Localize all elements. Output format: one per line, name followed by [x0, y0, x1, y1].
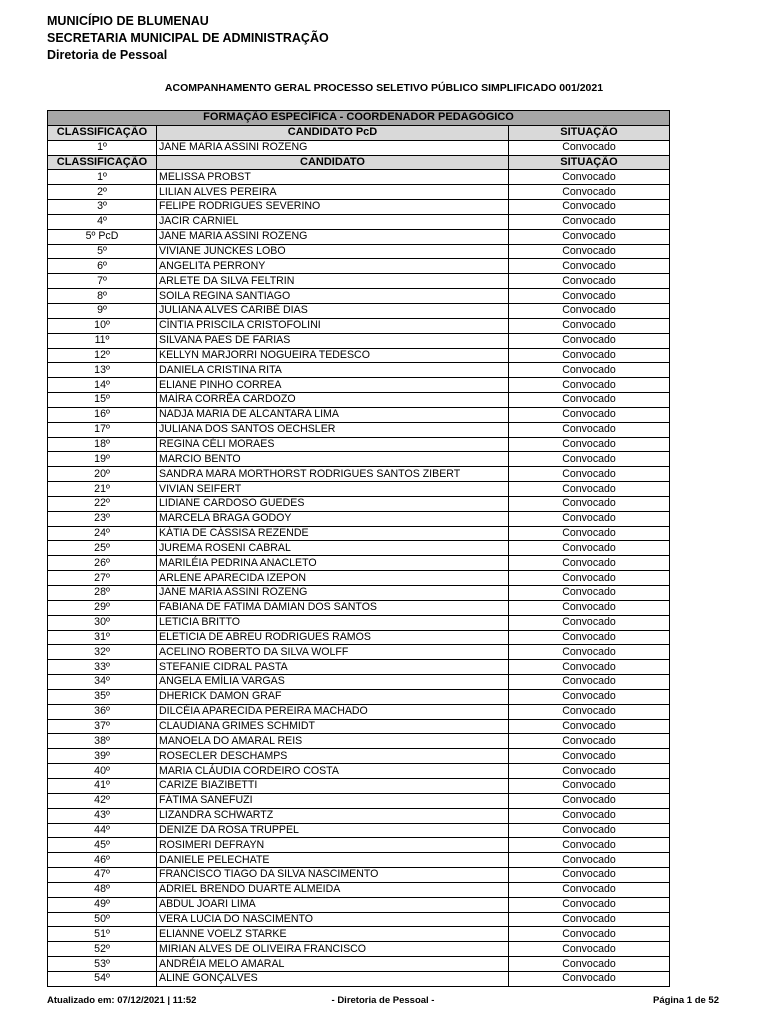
status-cell: Convocado	[509, 318, 670, 333]
status-cell: Convocado	[509, 971, 670, 986]
candidate-cell: CÍNTIA PRISCILA CRISTOFOLINI	[157, 318, 509, 333]
classification-cell: 25º	[48, 541, 157, 556]
classification-cell: 53º	[48, 957, 157, 972]
status-cell: Convocado	[509, 511, 670, 526]
classification-cell: 12º	[48, 348, 157, 363]
table-row	[48, 259, 670, 274]
classification-cell: 24º	[48, 526, 157, 541]
candidate-cell: FABIANA DE FATIMA DAMIAN DOS SANTOS	[157, 600, 509, 615]
status-cell: Convocado	[509, 229, 670, 244]
status-cell: Convocado	[509, 838, 670, 853]
candidate-cell: DANIELE PELECHATE	[157, 853, 509, 868]
table-row	[48, 838, 670, 853]
header-classification: CLASSIFICAÇÃO	[48, 155, 157, 170]
status-cell: Convocado	[509, 808, 670, 823]
candidate-cell: VERA LUCIA DO NASCIMENTO	[157, 912, 509, 927]
document-header	[47, 13, 329, 64]
status-cell: Convocado	[509, 482, 670, 497]
status-cell: Convocado	[509, 541, 670, 556]
candidate-cell: ROSIMERI DEFRAYN	[157, 838, 509, 853]
status-cell: Convocado	[509, 526, 670, 541]
table-row	[48, 556, 670, 571]
main-header-row	[48, 155, 670, 170]
status-cell: Convocado	[509, 823, 670, 838]
municipality-name: MUNICÍPIO DE BLUMENAU	[47, 14, 209, 28]
table-row	[48, 303, 670, 318]
candidate-cell: STEFANIE CIDRAL PASTA	[157, 660, 509, 675]
classification-cell: 18º	[48, 437, 157, 452]
table-row	[48, 675, 670, 690]
table-row	[48, 927, 670, 942]
status-cell: Convocado	[509, 303, 670, 318]
classification-cell: 9º	[48, 303, 157, 318]
candidate-cell: DANIELA CRISTINA RITA	[157, 363, 509, 378]
table-row	[48, 274, 670, 289]
status-cell: Convocado	[509, 496, 670, 511]
table-row	[48, 957, 670, 972]
classification-cell: 43º	[48, 808, 157, 823]
classification-cell: 30º	[48, 615, 157, 630]
classification-cell: 33º	[48, 660, 157, 675]
classification-cell: 54º	[48, 971, 157, 986]
classification-cell: 51º	[48, 927, 157, 942]
candidate-cell: CARIZE BIAZIBETTI	[157, 778, 509, 793]
classification-cell: 46º	[48, 853, 157, 868]
department-name: Diretoria de Pessoal	[47, 48, 168, 62]
status-cell: Convocado	[509, 853, 670, 868]
results-table	[47, 110, 670, 987]
table-row	[48, 704, 670, 719]
footer-department: - Diretoria de Pessoal -	[331, 995, 435, 1006]
classification-cell: 17º	[48, 422, 157, 437]
candidate-cell: MARIA CLÁUDIA CORDEIRO COSTA	[157, 764, 509, 779]
status-cell: Convocado	[509, 556, 670, 571]
candidate-cell: VIVIANE JUNCKES LOBO	[157, 244, 509, 259]
candidate-cell: JACIR CARNIEL	[157, 214, 509, 229]
classification-cell: 40º	[48, 764, 157, 779]
table-row	[48, 496, 670, 511]
classification-cell: 15º	[48, 393, 157, 408]
classification-cell: 50º	[48, 912, 157, 927]
table-banner-row	[48, 111, 670, 126]
results-table-body	[48, 111, 670, 987]
table-row	[48, 734, 670, 749]
table-row	[48, 244, 670, 259]
classification-cell: 44º	[48, 823, 157, 838]
classification-cell: 13º	[48, 363, 157, 378]
classification-cell: 20º	[48, 467, 157, 482]
candidate-cell: KELLYN MARJORRI NOGUEIRA TEDESCO	[157, 348, 509, 363]
classification-cell: 14º	[48, 378, 157, 393]
status-cell: Convocado	[509, 630, 670, 645]
table-row	[48, 378, 670, 393]
status-cell: Convocado	[509, 244, 670, 259]
candidate-cell: ANGELITA PERRONY	[157, 259, 509, 274]
table-row	[48, 897, 670, 912]
status-cell: Convocado	[509, 393, 670, 408]
candidate-cell: LILIAN ALVES PEREIRA	[157, 185, 509, 200]
table-row	[48, 185, 670, 200]
status-cell: Convocado	[509, 957, 670, 972]
candidate-cell: REGINA CÉLI MORAES	[157, 437, 509, 452]
candidate-cell: JULIANA ALVES CARIBÉ DIAS	[157, 303, 509, 318]
status-cell: Convocado	[509, 793, 670, 808]
status-cell: Convocado	[509, 734, 670, 749]
candidate-cell: MELISSA PROBST	[157, 170, 509, 185]
table-row	[48, 363, 670, 378]
table-row	[48, 333, 670, 348]
status-cell: Convocado	[509, 660, 670, 675]
classification-cell: 6º	[48, 259, 157, 274]
status-cell: Convocado	[509, 927, 670, 942]
header-status: SITUAÇÃO	[509, 155, 670, 170]
candidate-cell: JUREMA ROSENI CABRAL	[157, 541, 509, 556]
page-number: Página 1 de 52	[652, 995, 719, 1006]
classification-cell: 19º	[48, 452, 157, 467]
table-row	[48, 170, 670, 185]
classification-cell: 48º	[48, 882, 157, 897]
candidate-cell: MARCELA BRAGA GODOY	[157, 511, 509, 526]
classification-cell: 32º	[48, 645, 157, 660]
table-row	[48, 778, 670, 793]
table-row	[48, 407, 670, 422]
pcd-classification-cell: 1º	[48, 140, 157, 155]
table-row	[48, 912, 670, 927]
status-cell: Convocado	[509, 467, 670, 482]
classification-cell: 10º	[48, 318, 157, 333]
table-banner: FORMAÇÃO ESPECÍFICA - COORDENADOR PEDAGÓGICO	[48, 111, 670, 126]
classification-cell: 11º	[48, 333, 157, 348]
classification-cell: 35º	[48, 689, 157, 704]
candidate-cell: MARCIO BENTO	[157, 452, 509, 467]
table-row	[48, 615, 670, 630]
candidate-cell: ELIANE PINHO CORREA	[157, 378, 509, 393]
candidate-cell: LIZANDRA SCHWARTZ	[157, 808, 509, 823]
table-row	[48, 289, 670, 304]
candidate-cell: DHERICK DAMON GRAF	[157, 689, 509, 704]
table-row	[48, 229, 670, 244]
candidate-cell: FRANCISCO TIAGO DA SILVA NASCIMENTO	[157, 868, 509, 883]
table-row	[48, 971, 670, 986]
status-cell: Convocado	[509, 185, 670, 200]
table-row	[48, 942, 670, 957]
candidate-cell: CLAUDIANA GRIMES SCHMIDT	[157, 719, 509, 734]
status-cell: Convocado	[509, 259, 670, 274]
candidate-cell: LIDIANE CARDOSO GUEDES	[157, 496, 509, 511]
classification-cell: 42º	[48, 793, 157, 808]
status-cell: Convocado	[509, 704, 670, 719]
pcd-row	[48, 140, 670, 155]
candidate-cell: ALINE GONÇALVES	[157, 971, 509, 986]
status-cell: Convocado	[509, 214, 670, 229]
candidate-cell: DILCÉIA APARECIDA PEREIRA MACHADO	[157, 704, 509, 719]
status-cell: Convocado	[509, 348, 670, 363]
table-row	[48, 511, 670, 526]
classification-cell: 5º PcD	[48, 229, 157, 244]
status-cell: Convocado	[509, 170, 670, 185]
status-cell: Convocado	[509, 333, 670, 348]
candidate-cell: SILVANA PAES DE FARIAS	[157, 333, 509, 348]
candidate-cell: JULIANA DOS SANTOS OECHSLER	[157, 422, 509, 437]
candidate-cell: ACELINO ROBERTO DA SILVA WOLFF	[157, 645, 509, 660]
status-cell: Convocado	[509, 645, 670, 660]
status-cell: Convocado	[509, 749, 670, 764]
status-cell: Convocado	[509, 897, 670, 912]
table-row	[48, 793, 670, 808]
candidate-cell: ROSECLER DESCHAMPS	[157, 749, 509, 764]
classification-cell: 5º	[48, 244, 157, 259]
status-cell: Convocado	[509, 289, 670, 304]
table-row	[48, 660, 670, 675]
classification-cell: 23º	[48, 511, 157, 526]
candidate-cell: MARILÉIA PEDRINA ANACLETO	[157, 556, 509, 571]
table-row	[48, 868, 670, 883]
status-cell: Convocado	[509, 719, 670, 734]
classification-cell: 8º	[48, 289, 157, 304]
candidate-cell: MIRIAN ALVES DE OLIVEIRA FRANCISCO	[157, 942, 509, 957]
candidate-cell: ARLETE DA SILVA FELTRIN	[157, 274, 509, 289]
table-row	[48, 586, 670, 601]
classification-cell: 16º	[48, 407, 157, 422]
table-row	[48, 571, 670, 586]
status-cell: Convocado	[509, 689, 670, 704]
status-cell: Convocado	[509, 452, 670, 467]
table-row	[48, 452, 670, 467]
candidate-cell: ANGELA EMÍLIA VARGAS	[157, 675, 509, 690]
classification-cell: 7º	[48, 274, 157, 289]
table-row	[48, 482, 670, 497]
candidate-cell: NADJA MARIA DE ALCANTARA LIMA	[157, 407, 509, 422]
status-cell: Convocado	[509, 586, 670, 601]
classification-cell: 22º	[48, 496, 157, 511]
candidate-cell: ARLENE APARECIDA IZEPON	[157, 571, 509, 586]
classification-cell: 31º	[48, 630, 157, 645]
pcd-header-candidate: CANDIDATO PcD	[157, 125, 509, 140]
classification-cell: 21º	[48, 482, 157, 497]
table-row	[48, 541, 670, 556]
table-row	[48, 318, 670, 333]
table-row	[48, 437, 670, 452]
classification-cell: 2º	[48, 185, 157, 200]
candidate-cell: ELIANNE VOELZ STARKE	[157, 927, 509, 942]
classification-cell: 45º	[48, 838, 157, 853]
classification-cell: 26º	[48, 556, 157, 571]
table-row	[48, 808, 670, 823]
table-row	[48, 630, 670, 645]
classification-cell: 36º	[48, 704, 157, 719]
classification-cell: 29º	[48, 600, 157, 615]
candidate-cell: ANDRÉIA MELO AMARAL	[157, 957, 509, 972]
table-row	[48, 348, 670, 363]
candidate-cell: JANE MARIA ASSINI ROZENG	[157, 586, 509, 601]
table-row	[48, 393, 670, 408]
classification-cell: 37º	[48, 719, 157, 734]
classification-cell: 4º	[48, 214, 157, 229]
classification-cell: 49º	[48, 897, 157, 912]
status-cell: Convocado	[509, 764, 670, 779]
status-cell: Convocado	[509, 422, 670, 437]
candidate-cell: LETICIA BRITTO	[157, 615, 509, 630]
classification-cell: 39º	[48, 749, 157, 764]
candidate-cell: MANOELA DO AMARAL REIS	[157, 734, 509, 749]
pcd-status-cell: Convocado	[509, 140, 670, 155]
classification-cell: 38º	[48, 734, 157, 749]
classification-cell: 41º	[48, 778, 157, 793]
candidate-cell: KÁTIA DE CÁSSISA REZENDE	[157, 526, 509, 541]
status-cell: Convocado	[509, 437, 670, 452]
status-cell: Convocado	[509, 200, 670, 215]
table-row	[48, 200, 670, 215]
status-cell: Convocado	[509, 378, 670, 393]
status-cell: Convocado	[509, 615, 670, 630]
document-title: ACOMPANHAMENTO GERAL PROCESSO SELETIVO PÚBLICO SIMPLIFICADO 001/2021	[164, 82, 604, 94]
status-cell: Convocado	[509, 778, 670, 793]
status-cell: Convocado	[509, 600, 670, 615]
pcd-header-row	[48, 125, 670, 140]
status-cell: Convocado	[509, 882, 670, 897]
updated-timestamp: Atualizado em: 07/12/2021 | 11:52	[47, 995, 197, 1006]
classification-cell: 27º	[48, 571, 157, 586]
table-row	[48, 645, 670, 660]
table-row	[48, 719, 670, 734]
classification-cell: 3º	[48, 200, 157, 215]
table-row	[48, 853, 670, 868]
table-row	[48, 749, 670, 764]
candidate-cell: JANE MARIA ASSINI ROZENG	[157, 229, 509, 244]
pcd-header-classification: CLASSIFICAÇÃO	[48, 125, 157, 140]
candidate-cell: SOILA REGINA SANTIAGO	[157, 289, 509, 304]
table-row	[48, 600, 670, 615]
classification-cell: 52º	[48, 942, 157, 957]
table-row	[48, 214, 670, 229]
status-cell: Convocado	[509, 274, 670, 289]
status-cell: Convocado	[509, 675, 670, 690]
status-cell: Convocado	[509, 942, 670, 957]
candidate-cell: FÁTIMA SANEFUZI	[157, 793, 509, 808]
table-row	[48, 422, 670, 437]
candidate-cell: MAÍRA CORRÊA CARDOZO	[157, 393, 509, 408]
secretariat-name: SECRETARIA MUNICIPAL DE ADMINISTRAÇÃO	[47, 31, 329, 45]
candidate-cell: ABDUL JOARI LIMA	[157, 897, 509, 912]
candidate-cell: ADRIEL BRENDO DUARTE ALMEIDA	[157, 882, 509, 897]
table-row	[48, 467, 670, 482]
candidate-cell: FELIPE RODRIGUES SEVERINO	[157, 200, 509, 215]
table-row	[48, 823, 670, 838]
table-row	[48, 526, 670, 541]
status-cell: Convocado	[509, 912, 670, 927]
classification-cell: 47º	[48, 868, 157, 883]
candidate-cell: SANDRA MARA MORTHORST RODRIGUES SANTOS ZIBERT	[157, 467, 509, 482]
status-cell: Convocado	[509, 571, 670, 586]
header-candidate: CANDIDATO	[157, 155, 509, 170]
classification-cell: 1º	[48, 170, 157, 185]
classification-cell: 34º	[48, 675, 157, 690]
candidate-cell: DENIZE DA ROSA TRUPPEL	[157, 823, 509, 838]
table-row	[48, 689, 670, 704]
status-cell: Convocado	[509, 868, 670, 883]
status-cell: Convocado	[509, 407, 670, 422]
status-cell: Convocado	[509, 363, 670, 378]
candidate-cell: ELETICIA DE ABREU RODRIGUES RAMOS	[157, 630, 509, 645]
classification-cell: 28º	[48, 586, 157, 601]
pcd-candidate-cell: JANE MARIA ASSINI ROZENG	[157, 140, 509, 155]
table-row	[48, 882, 670, 897]
table-row	[48, 764, 670, 779]
candidate-cell: VIVIAN SEIFERT	[157, 482, 509, 497]
pcd-header-status: SITUAÇÃO	[509, 125, 670, 140]
